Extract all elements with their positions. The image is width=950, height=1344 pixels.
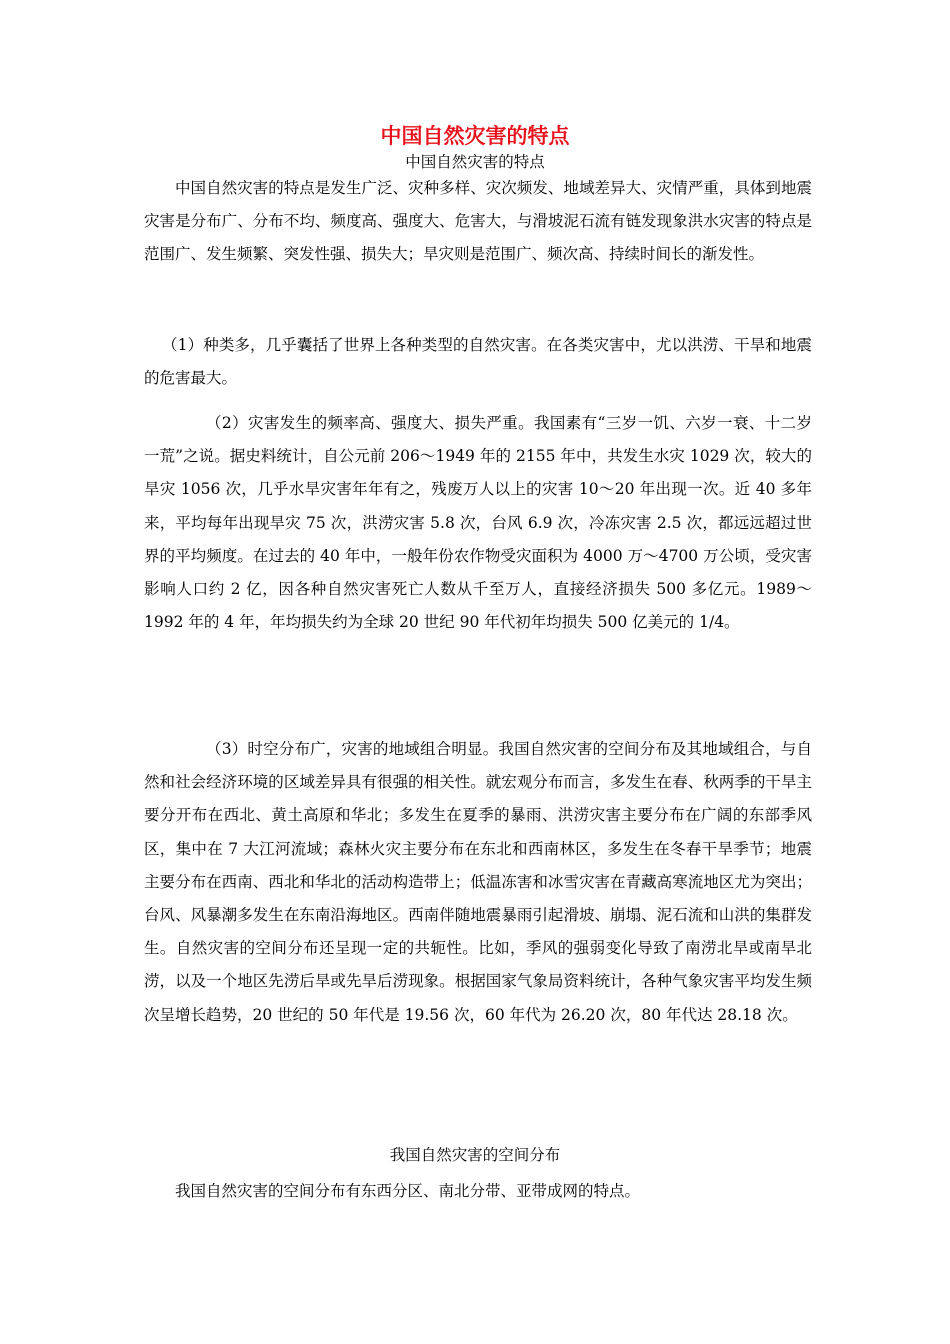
section-heading: 我国自然灾害的空间分布 [389, 1146, 561, 1164]
paragraph-point-3: （3）时空分布广，灾害的地域组合明显。我国自然灾害的空间分布及其地域组合，与自然和社会经济环境的区域差异具有很强的相关性。就宏观分布而言，多发生在春、秋两季的干旱主要分开布在西北、黄土高原和华北；多发生在夏季的暴雨、洪涝灾害主要分布在广阔的东部季风区，集中在 7 大江河流域；森林火灾主要分布在东北和西南林区，多发生在冬春干旱季节；地震主要分布在西南、西北和华北的活动构造带上；低温冻害和冰雪灾害在青藏高寒流地区尤为突出；台风、风暴潮多发生在东南沿海地区。西南伴随地震暴雨引起滑坡、崩塌、泥石流和山洪的集群发生。自然灾害的空间分布还呈现一定的共轭性。比如，季风的强弱变化导致了南涝北旱或南旱北涝，以及一个地区先涝后旱或先旱后涝现象。根据国家气象局资料统计，各种气象灾害平均发生频次呈增长趋势，20 世纪的 50 年代是 19.56 次，60 年代为 26.20 次，80 年代达 28.18 次。 [144, 740, 812, 1024]
paragraph-overview: 中国自然灾害的特点是发生广泛、灾种多样、灾次频发、地域差异大、灾情严重，具体到地震灾害是分布广、分布不均、频度高、强度大、危害大，与滑坡泥石流有链发现象洪水灾害的特点是范围广、发生频繁、突发性强、损失大；旱灾则是范围广、频次高、持续时间长的渐发性。 [144, 179, 812, 264]
document-subtitle: 中国自然灾害的特点 [405, 153, 545, 171]
paragraph-point-1: （1）种类多，几乎囊括了世界上各种类型的自然灾害。在各类灾害中，尤以洪涝、干旱和地震的危害最大。 [144, 336, 812, 388]
section-paragraph: 我国自然灾害的空间分布有东西分区、南北分带、亚带成网的特点。 [175, 1182, 641, 1200]
document-title: 中国自然灾害的特点 [380, 124, 570, 148]
paragraph-point-2: （2）灾害发生的频率高、强度大、损失严重。我国素有“三岁一饥、六岁一衰、十二岁一荒”之说。据史料统计，自公元前 206～1949 年的 2155 年中，共发生水灾 1029 次，较大的旱灾 1056 次，几乎水旱灾害年年有之，残废万人以上的灾害 10～20 年出现一次。近 40 多年来，平均每年出现旱灾 75 次，洪涝灾害 5.8 次，台风 6.9 次，冷冻灾害 2.5 次，都远远超过世界的平均频度。在过去的 40 年中，一般年份农作物受灾面积为 4000 万～4700 万公顷，受灾害影响人口约 2 亿，因各种自然灾害死亡人数从千至万人，直接经济损失 500 多亿元。1989～1992 年的 4 年，年均损失约为全球 20 世纪 90 年代初年均损失 500 亿美元的 1/4。 [144, 414, 812, 632]
